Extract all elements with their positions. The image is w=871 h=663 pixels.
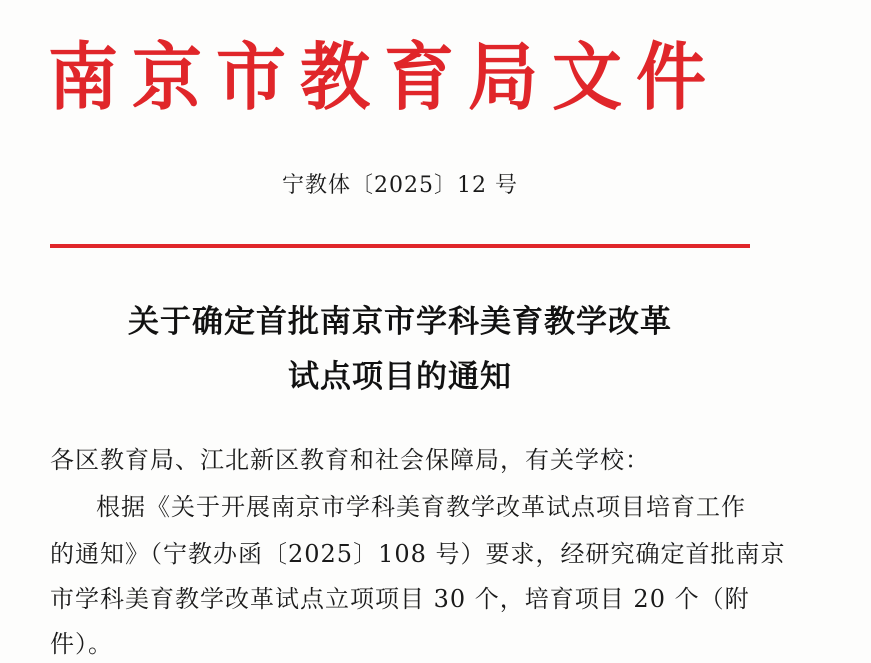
masthead-title: 南京市教育局文件 <box>48 33 720 121</box>
body-line-4: 件）。 <box>50 630 113 658</box>
document-number: 宁教体〔2025〕12 号 <box>282 173 518 198</box>
body-line-2: 的通知》（宁教办函〔2025〕108 号）要求，经研究确定首批南京 <box>50 540 786 568</box>
red-divider-line <box>50 244 750 248</box>
salutation: 各区教育局、江北新区教育和社会保障局，有关学校： <box>50 446 650 474</box>
body-line-3: 市学科美育教学改革试点立项项目 30 个，培育项目 20 个（附 <box>50 585 750 613</box>
notice-title-line-2: 试点项目的通知 <box>288 359 512 395</box>
notice-title-line-1: 关于确定首批南京市学科美育教学改革 <box>128 304 672 340</box>
body-line-1: 根据《关于开展南京市学科美育教学改革试点项目培育工作 <box>96 493 746 521</box>
